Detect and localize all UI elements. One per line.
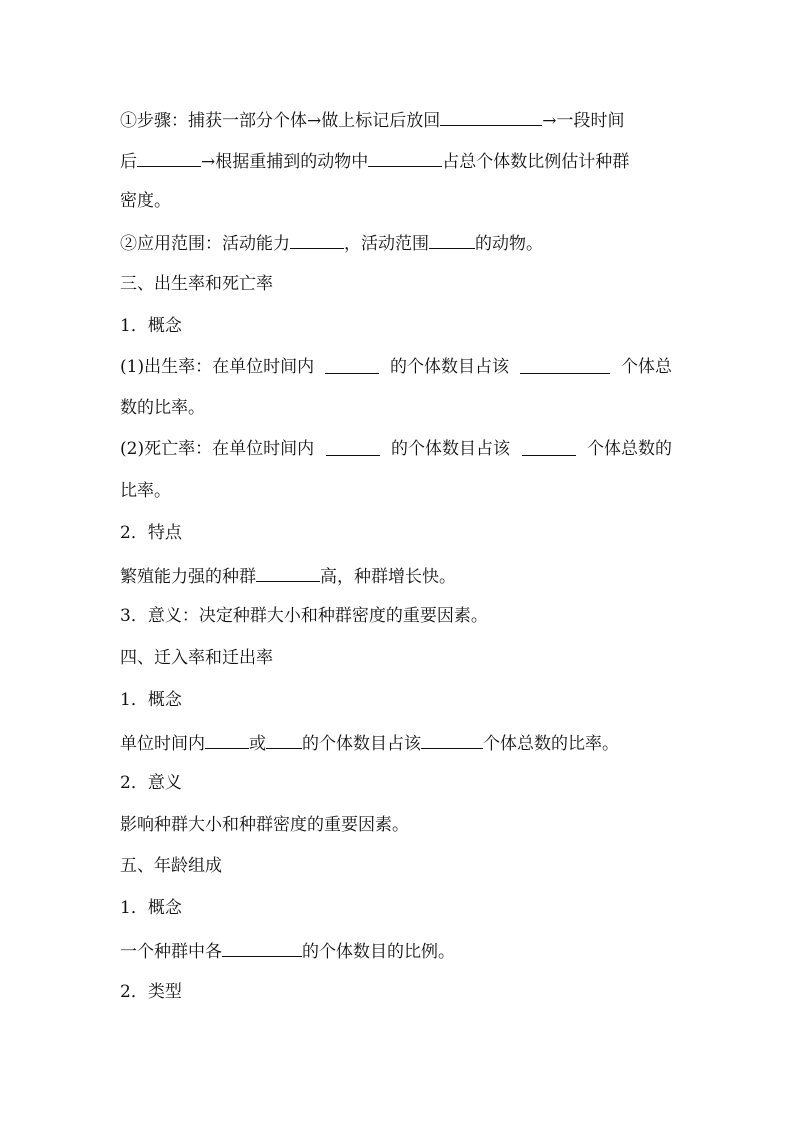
section-heading: 五、年龄组成	[120, 856, 222, 876]
birth-text-cont: 数的比率。	[120, 398, 205, 418]
step-line-3: 密度。	[120, 191, 171, 211]
section-heading: 四、迁入率和迁出率	[120, 648, 273, 668]
birth-text: 的个体数目占该	[390, 357, 510, 377]
arrow-icon: →	[201, 152, 216, 172]
step-text: ①步骤：捕获一部分个体	[120, 111, 307, 131]
death-text-cont: 比率。	[120, 481, 171, 501]
birth-text: (1)出生率：在单位时间内	[120, 357, 315, 377]
scope-line	[120, 230, 680, 256]
fill-blank[interactable]	[429, 230, 475, 249]
age-text: 一个种群中各	[120, 942, 222, 962]
death-text: (2)死亡率：在单位时间内	[120, 439, 315, 459]
section-heading: 三、出生率和死亡率	[120, 274, 273, 294]
subsection-heading: 1．概念	[120, 898, 182, 918]
age-concept-line	[120, 938, 680, 964]
fill-blank[interactable]	[522, 437, 576, 456]
migration-concept-line	[120, 730, 680, 756]
fill-blank[interactable]	[205, 730, 249, 749]
subsection-heading: 1．概念	[120, 316, 182, 336]
subsection-heading: 2．意义	[120, 773, 182, 793]
fill-blank[interactable]	[520, 355, 610, 374]
step-text: 后	[120, 152, 137, 172]
feature-text: 繁殖能力强的种群	[120, 567, 256, 587]
death-text: 个体总数的	[586, 439, 672, 459]
meaning-line: 3．意义：决定种群大小和种群密度的重要因素。	[120, 606, 488, 626]
feature-line	[120, 563, 680, 589]
scope-text: ②应用范围：活动能力	[120, 234, 290, 254]
fill-blank[interactable]	[222, 938, 302, 957]
subsection-heading: 1．概念	[120, 690, 182, 710]
fill-blank[interactable]	[440, 107, 542, 126]
fill-blank[interactable]	[325, 355, 379, 374]
feature-text: 高，种群增长快。	[320, 567, 456, 587]
scope-text: ，活动范围	[344, 234, 429, 254]
death-rate-line	[120, 437, 672, 461]
fill-blank[interactable]	[266, 730, 302, 749]
subsection-heading: 2．特点	[120, 523, 182, 543]
meaning-line: 影响种群大小和种群密度的重要因素。	[120, 815, 409, 835]
fill-blank[interactable]	[137, 148, 201, 167]
age-text: 的个体数目的比例。	[302, 942, 455, 962]
birth-rate-line	[120, 355, 672, 379]
fill-blank[interactable]	[290, 230, 344, 249]
birth-text: 个体总	[620, 357, 672, 377]
fill-blank[interactable]	[368, 148, 442, 167]
scope-text: 的动物。	[475, 234, 543, 254]
step-line-1	[120, 107, 680, 133]
fill-blank[interactable]	[326, 437, 380, 456]
migration-text: 个体总数的比率。	[483, 734, 619, 754]
migration-text: 的个体数目占该	[302, 734, 421, 754]
migration-text: 或	[249, 734, 266, 754]
step-text: 占总个体数比例估计种群	[442, 152, 630, 172]
fill-blank[interactable]	[256, 563, 320, 582]
fill-blank[interactable]	[421, 730, 483, 749]
step-line-2	[120, 148, 680, 174]
step-text: 做上标记后放回	[321, 111, 441, 131]
step-text: 根据重捕到的动物中	[215, 152, 369, 172]
arrow-icon: →	[542, 111, 557, 131]
step-text: 一段时间	[556, 111, 625, 131]
subsection-heading: 2．类型	[120, 982, 182, 1002]
death-text: 的个体数目占该	[391, 439, 511, 459]
arrow-icon: →	[307, 111, 322, 131]
migration-text: 单位时间内	[120, 734, 205, 754]
